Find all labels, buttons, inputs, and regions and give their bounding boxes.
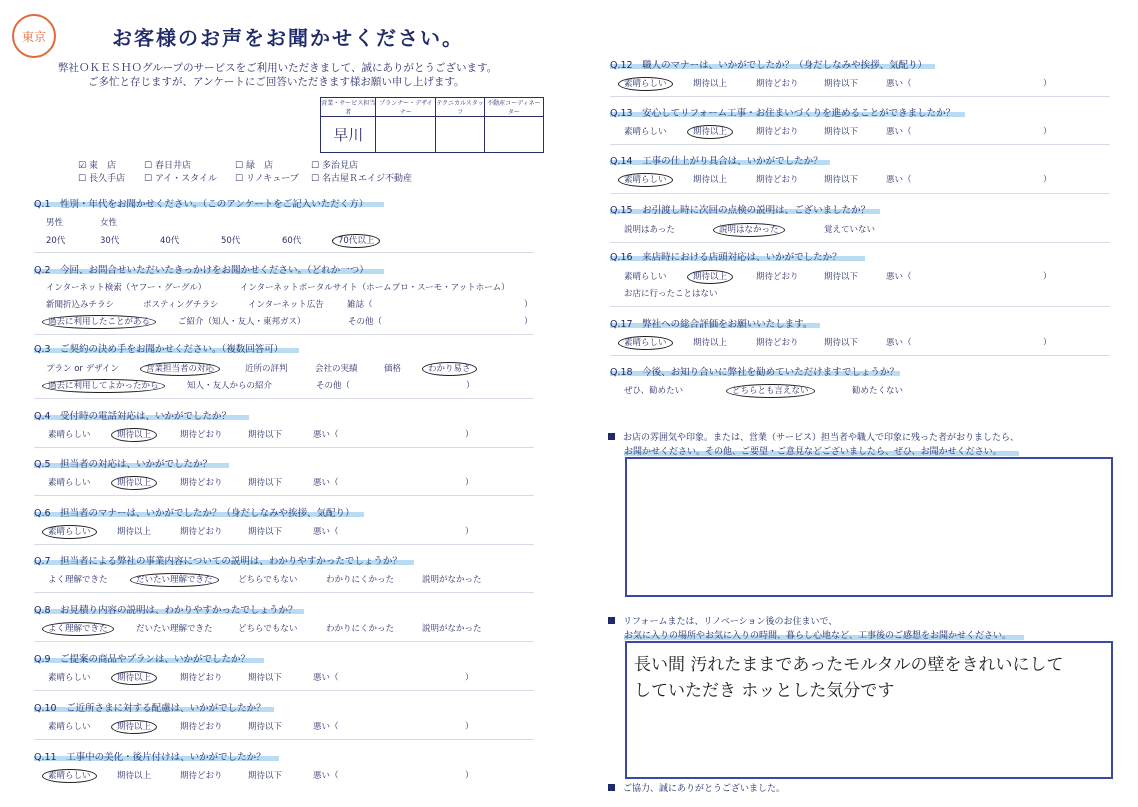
q3-title: Q.3 ご契約の決め手をお聞かせください。（複数回答可） xyxy=(34,344,284,355)
q6-opt[interactable]: 期待以上 xyxy=(117,527,152,537)
q10-opt[interactable]: 期待以下 xyxy=(248,722,283,732)
q15-opt[interactable]: 覚えていない xyxy=(824,225,876,235)
staff-cell[interactable] xyxy=(376,117,436,153)
q12-opt-selected[interactable]: 素晴らしい xyxy=(618,77,673,91)
q3-opt[interactable]: 知人・友人からの紹介 xyxy=(187,381,273,391)
q3-opt: ） xyxy=(466,381,475,391)
q6-opt[interactable]: 期待どおり xyxy=(180,527,223,537)
q3-opt-selected[interactable]: 過去に利用してよかったから xyxy=(42,379,165,393)
q5-opt[interactable]: 悪い（ xyxy=(313,478,339,488)
store-check-2[interactable]: ☐ 春日井店 xyxy=(144,161,191,171)
q15-opt[interactable]: 説明はあった xyxy=(624,225,675,235)
comment2-handwriting-1: 長い間 汚れたままであったモルタルの壁をきれいにして xyxy=(634,655,1064,675)
store-check-5[interactable]: ☐ 長久手店 xyxy=(78,174,125,184)
q17-title: Q.17 弊社への総合評価をお願いいたします。 xyxy=(610,319,813,330)
q6-opt[interactable]: 期待以下 xyxy=(248,527,283,537)
q17-opt-selected[interactable]: 素晴らしい xyxy=(618,336,673,350)
store-check-4[interactable]: ☐ 多治見店 xyxy=(311,161,358,171)
page-title: お客様のお声をお聞かせください。 xyxy=(112,26,464,50)
q4-opt[interactable]: 素晴らしい xyxy=(48,430,91,440)
q3-opt[interactable]: プラン or デザイン xyxy=(46,364,120,374)
q9-opt-selected[interactable]: 期待以上 xyxy=(111,671,157,685)
q4-opt[interactable]: 期待どおり xyxy=(180,430,223,440)
q11-opt[interactable]: 期待どおり xyxy=(180,771,223,781)
q7-title: Q.7 担当者による弊社の事業内容についての説明は、わかりやすかったでしょうか？ xyxy=(34,556,402,567)
q17-opt[interactable]: 期待どおり xyxy=(756,338,799,348)
q6-opt: ） xyxy=(465,527,474,537)
q3-opt[interactable]: 会社の実績 xyxy=(315,364,358,374)
q11-opt[interactable]: 期待以上 xyxy=(117,771,152,781)
store-check-8[interactable]: ☐ 名古屋Ｒエイジ不動産 xyxy=(311,174,412,184)
q3-opt[interactable]: 近所の評判 xyxy=(245,364,288,374)
q7-opt-selected[interactable]: だいたい理解できた xyxy=(130,573,219,587)
q9-opt[interactable]: 期待以下 xyxy=(248,673,283,683)
q13-title: Q.13 安心してリフォーム工事・お住まいづくりを進めることができましたか？ xyxy=(610,108,956,119)
q2-opt: ） xyxy=(524,300,533,310)
q10-opt[interactable]: 素晴らしい xyxy=(48,722,91,732)
q1-opt[interactable]: 20代 xyxy=(46,236,66,246)
intro-line-1: 弊社ＯＫＥＳＨＯグループのサービスをご利用いただきまして、誠にありがとうございます。 xyxy=(58,62,498,74)
q12-opt[interactable]: 悪い（ xyxy=(886,79,912,89)
q8-title: Q.8 お見積り内容の説明は、わかりやすかったでしょうか？ xyxy=(34,605,298,616)
q2-opt[interactable]: その他（ xyxy=(348,317,383,327)
q14-opt[interactable]: 期待どおり xyxy=(756,175,799,185)
q17-opt: ） xyxy=(1043,338,1052,348)
q2-opt[interactable]: 雑誌（ xyxy=(347,300,373,310)
q14-opt[interactable]: 期待以下 xyxy=(824,175,859,185)
q4-opt[interactable]: 悪い（ xyxy=(313,430,339,440)
q3-opt[interactable]: その他（ xyxy=(316,381,351,391)
q10-title: Q.10 ご近所さまに対する配慮は、いかがでしたか？ xyxy=(34,703,266,714)
q8-opt[interactable]: わかりにくかった xyxy=(326,624,395,634)
q2-opt[interactable]: インターネット検索（ヤフー・グーグル） xyxy=(46,283,207,293)
comment1-box[interactable] xyxy=(625,457,1113,597)
q7-opt[interactable]: 説明がなかった xyxy=(422,575,482,585)
q2-opt-selected[interactable]: 過去に利用したことがある xyxy=(42,315,156,329)
q9-opt: ） xyxy=(465,673,474,683)
q10-opt-selected[interactable]: 期待以上 xyxy=(111,720,157,734)
q1-opt[interactable]: 60代 xyxy=(282,236,302,246)
staff-header: 不動産コーディネーター xyxy=(484,98,543,117)
q18-opt[interactable]: ぜひ、勧めたい xyxy=(624,386,684,396)
q17-opt[interactable]: 悪い（ xyxy=(886,338,912,348)
store-check-1[interactable]: ☑ 東 店 xyxy=(78,161,116,171)
staff-name: 早川 xyxy=(321,117,376,153)
q1-opt[interactable]: 男性 xyxy=(46,218,64,228)
q4-opt[interactable]: 期待以下 xyxy=(248,430,283,440)
q8-opt-selected[interactable]: よく理解できた xyxy=(42,622,114,636)
q4-title: Q.4 受付時の電話対応は、いかがでしたか？ xyxy=(34,411,232,422)
q2-opt[interactable]: ポスティングチラシ xyxy=(143,300,219,310)
comment2-handwriting-2: していただき ホッとした気分です xyxy=(634,681,895,701)
q16-opt[interactable]: 素晴らしい xyxy=(624,272,667,282)
comment2-prompt: リフォームまたは、リノベーション後のお住まいで、 xyxy=(608,614,837,627)
q12-title: Q.12 職人のマナーは、いかがでしたか？（身だしなみや挨拶、気配り） xyxy=(610,60,928,71)
q7-opt[interactable]: よく理解できた xyxy=(48,575,108,585)
q14-title: Q.14 工事の仕上がり具合は、いかがでしたか？ xyxy=(610,156,823,167)
q2-opt[interactable]: インターネットポータルサイト（ホームプロ・スーモ・アットホーム） xyxy=(240,283,510,293)
q1-opt[interactable]: 30代 xyxy=(100,236,120,246)
q12-opt: ） xyxy=(1043,79,1052,89)
staff-table xyxy=(320,97,544,153)
intro-line-2: ご多忙と存じますが、アンケートにご回答いただきます様お願い申し上げます。 xyxy=(88,76,465,88)
q6-opt-selected[interactable]: 素晴らしい xyxy=(42,525,97,539)
q16-opt[interactable]: 悪い（ xyxy=(886,272,912,282)
q1-opt[interactable]: 女性 xyxy=(100,218,118,228)
q10-opt: ） xyxy=(465,722,474,732)
q4-opt: ） xyxy=(465,430,474,440)
staff-header: プランナー・デザイナー xyxy=(376,98,436,117)
q16-opt[interactable]: お店に行ったことはない xyxy=(624,289,718,299)
q16-title: Q.16 来店時における店頭対応は、いかがでしたか？ xyxy=(610,252,842,263)
q9-opt[interactable]: 素晴らしい xyxy=(48,673,91,683)
comment2-prompt-2: お気に入りの場所やお気に入りの時間、暮らし心地など、工事後のご感想をお聞かせください。 xyxy=(624,631,1012,641)
q16-opt: ） xyxy=(1043,272,1052,282)
q14-opt[interactable]: 期待以上 xyxy=(693,175,728,185)
q3-opt[interactable]: 価格 xyxy=(384,364,402,374)
q12-opt[interactable]: 期待どおり xyxy=(756,79,799,89)
q14-opt-selected[interactable]: 素晴らしい xyxy=(618,173,673,187)
q16-opt[interactable]: 期待以下 xyxy=(824,272,859,282)
q2-opt[interactable]: ご紹介（知人・友人・東邦ガス） xyxy=(178,317,306,327)
q13-opt[interactable]: 期待どおり xyxy=(756,127,799,137)
q14-opt: ） xyxy=(1043,175,1052,185)
store-check-6[interactable]: ☐ アイ・スタイル xyxy=(144,174,217,184)
q5-opt[interactable]: 期待以下 xyxy=(248,478,283,488)
q9-title: Q.9 ご提案の商品やプランは、いかがでしたか？ xyxy=(34,654,251,665)
staff-cell[interactable] xyxy=(436,117,485,153)
q12-opt[interactable]: 期待以上 xyxy=(693,79,728,89)
q13-opt[interactable]: 悪い（ xyxy=(886,127,912,137)
q11-opt-selected[interactable]: 素晴らしい xyxy=(42,769,97,783)
q6-opt[interactable]: 悪い（ xyxy=(313,527,339,537)
q16-opt[interactable]: 期待どおり xyxy=(756,272,799,282)
staff-cell[interactable] xyxy=(484,117,543,153)
staff-header: 営業・サービス担当者 xyxy=(321,98,376,117)
q5-opt[interactable]: 素晴らしい xyxy=(48,478,91,488)
q13-opt: ） xyxy=(1043,127,1052,137)
q9-opt[interactable]: 悪い（ xyxy=(313,673,339,683)
q15-title: Q.15 お引渡し時に次回の点検の説明は、ございましたか？ xyxy=(610,205,871,216)
q1-opt[interactable]: 40代 xyxy=(160,236,180,246)
q3-opt-selected[interactable]: 営業担当者の対応 xyxy=(140,362,220,376)
q16-opt-selected[interactable]: 期待以上 xyxy=(687,270,733,284)
square-bullet-icon xyxy=(608,617,615,624)
q15-opt-selected[interactable]: 説明はなかった xyxy=(713,223,785,237)
q4-opt-selected[interactable]: 期待以上 xyxy=(111,428,157,442)
q18-title: Q.18 今後、お知り合いに弊社を勧めていただけますでしょうか？ xyxy=(610,367,899,378)
q11-opt[interactable]: 悪い（ xyxy=(313,771,339,781)
q7-opt[interactable]: わかりにくかった xyxy=(326,575,395,585)
store-check-7[interactable]: ☐ リノキューブ xyxy=(235,174,299,184)
comment1-prompt: お店の雰囲気や印象。または、営業（サービス）担当者や職人で印象に残った者がおりましたら、 xyxy=(608,430,1019,443)
q18-opt-selected[interactable]: どちらとも言えない xyxy=(726,384,815,398)
q2-opt[interactable]: インターネット広告 xyxy=(248,300,324,310)
q10-opt[interactable]: 期待どおり xyxy=(180,722,223,732)
q5-opt[interactable]: 期待どおり xyxy=(180,478,223,488)
q5-title: Q.5 担当者の対応は、いかがでしたか？ xyxy=(34,459,213,470)
q2-opt[interactable]: 新聞折込みチラシ xyxy=(46,300,115,310)
q1-opt[interactable]: 50代 xyxy=(221,236,241,246)
q13-opt-selected[interactable]: 期待以上 xyxy=(687,125,733,139)
q2-title: Q.2 今回、お問合せいただいたきっかけをお聞かせください。（どれか一つ） xyxy=(34,265,369,276)
company-seal: 東京 xyxy=(12,14,56,58)
staff-header: テクニカルスタッフ xyxy=(436,98,485,117)
q17-opt[interactable]: 期待以上 xyxy=(693,338,728,348)
q11-title: Q.11 工事中の美化・後片付けは、いかがでしたか？ xyxy=(34,752,266,763)
q3-opt-selected[interactable]: わかり易さ xyxy=(422,362,477,376)
q2-opt: ） xyxy=(524,317,533,327)
q5-opt-selected[interactable]: 期待以上 xyxy=(111,476,157,490)
q1-title: Q.1 性別・年代をお聞かせください。（このアンケートをご記入いただく方） xyxy=(34,199,369,210)
q11-opt[interactable]: 期待以下 xyxy=(248,771,283,781)
q11-opt: ） xyxy=(465,771,474,781)
square-bullet-icon xyxy=(608,433,615,440)
footer-thanks: ご協力、誠にありがとうございました。 xyxy=(608,781,785,794)
q8-opt[interactable]: どちらでもない xyxy=(238,624,298,634)
q6-title: Q.6 担当者のマナーは、いかがでしたか？（身だしなみや挨拶、気配り） xyxy=(34,508,355,519)
q12-opt[interactable]: 期待以下 xyxy=(824,79,859,89)
q13-opt[interactable]: 期待以下 xyxy=(824,127,859,137)
q9-opt[interactable]: 期待どおり xyxy=(180,673,223,683)
q18-opt[interactable]: 勧めたくない xyxy=(852,386,904,396)
q14-opt[interactable]: 悪い（ xyxy=(886,175,912,185)
q17-opt[interactable]: 期待以下 xyxy=(824,338,859,348)
q7-opt[interactable]: どちらでもない xyxy=(238,575,298,585)
q1-opt-selected[interactable]: 70代以上 xyxy=(332,234,380,248)
q13-opt[interactable]: 素晴らしい xyxy=(624,127,667,137)
q8-opt[interactable]: 説明がなかった xyxy=(422,624,482,634)
q5-opt: ） xyxy=(465,478,474,488)
store-check-3[interactable]: ☐ 緑 店 xyxy=(235,161,273,171)
q10-opt[interactable]: 悪い（ xyxy=(313,722,339,732)
square-bullet-icon xyxy=(608,784,615,791)
comment1-prompt-2: お聞かせください。その他、ご要望・ご意見などございましたら、ぜひ、お聞かせください。 xyxy=(624,447,1002,457)
q8-opt[interactable]: だいたい理解できた xyxy=(136,624,213,634)
